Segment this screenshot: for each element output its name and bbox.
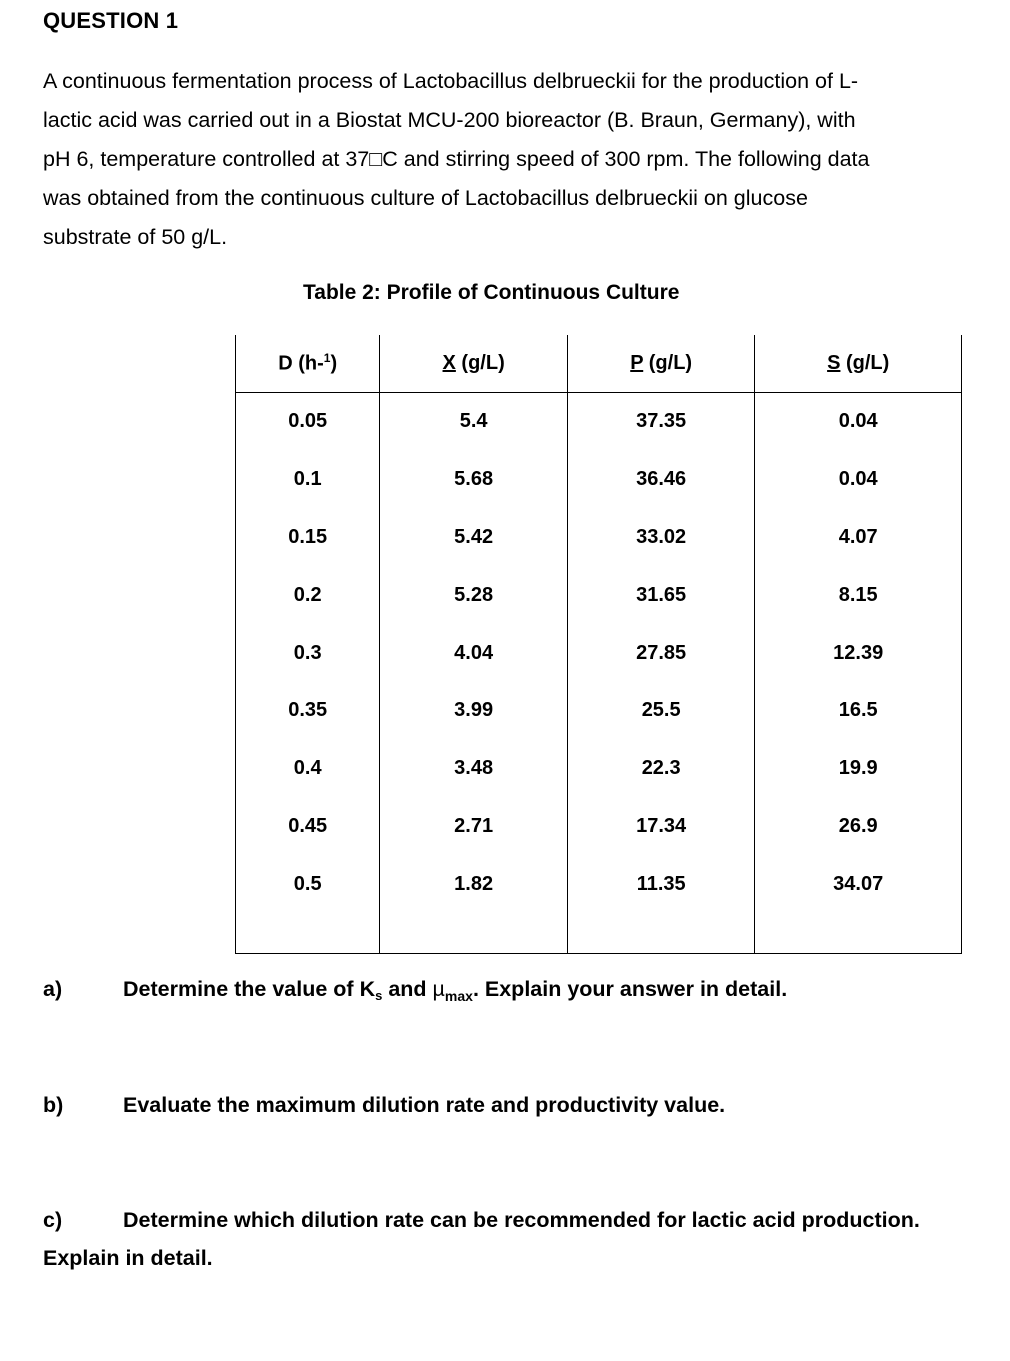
cell-dilution-rate: 0.45 xyxy=(236,798,380,856)
cell-dilution-rate: 0.35 xyxy=(236,682,380,740)
cell-substrate: 26.9 xyxy=(755,798,962,856)
intro-line: was obtained from the continuous culture of Lactobacillus delbrueckii on glucose xyxy=(43,186,808,210)
cell-product: 36.46 xyxy=(567,451,755,509)
table-row xyxy=(236,798,962,856)
question-c-text: Determine which dilution rate can be recommended for lactic acid production. xyxy=(123,1208,920,1232)
table-row xyxy=(236,393,962,451)
cell-biomass: 4.04 xyxy=(380,624,568,682)
cell-biomass: 2.71 xyxy=(380,798,568,856)
cell-biomass: 5.68 xyxy=(380,451,568,509)
question-a-label: a) xyxy=(43,977,63,1001)
cell-dilution-rate: 0.1 xyxy=(236,451,380,509)
question-b-text: Evaluate the maximum dilution rate and productivity value. xyxy=(123,1093,726,1117)
cell-product: 25.5 xyxy=(567,682,755,740)
question-c-label: c) xyxy=(43,1208,63,1232)
table-row xyxy=(236,451,962,509)
cell-product: 27.85 xyxy=(567,624,755,682)
cell-substrate: 34.07 xyxy=(755,855,962,954)
cell-dilution-rate: 0.5 xyxy=(236,855,380,954)
cell-biomass: 3.48 xyxy=(380,740,568,798)
question-b-label: b) xyxy=(43,1093,64,1117)
cell-substrate: 0.04 xyxy=(755,393,962,451)
cell-dilution-rate: 0.2 xyxy=(236,566,380,624)
cell-biomass: 3.99 xyxy=(380,682,568,740)
header-product: P (g/L) xyxy=(567,335,755,393)
cell-dilution-rate: 0.05 xyxy=(236,393,380,451)
cell-substrate: 0.04 xyxy=(755,451,962,509)
cell-product: 33.02 xyxy=(567,509,755,567)
cell-substrate: 19.9 xyxy=(755,740,962,798)
cell-dilution-rate: 0.4 xyxy=(236,740,380,798)
header-substrate: S (g/L) xyxy=(755,335,962,393)
table-caption: Table 2: Profile of Continuous Culture xyxy=(303,281,680,304)
table-row xyxy=(236,740,962,798)
table-row xyxy=(236,624,962,682)
cell-substrate: 12.39 xyxy=(755,624,962,682)
question-c-continuation: Explain in detail. xyxy=(43,1246,213,1270)
cell-product: 22.3 xyxy=(567,740,755,798)
cell-biomass: 5.42 xyxy=(380,509,568,567)
table-row xyxy=(236,566,962,624)
cell-biomass: 1.82 xyxy=(380,855,568,954)
culture-profile-table xyxy=(235,335,962,954)
cell-product: 37.35 xyxy=(567,393,755,451)
cell-product: 17.34 xyxy=(567,798,755,856)
cell-product: 31.65 xyxy=(567,566,755,624)
intro-paragraph xyxy=(43,62,978,257)
cell-biomass: 5.28 xyxy=(380,566,568,624)
intro-line: A continuous fermentation process of Lactobacillus delbrueckii for the production of L- xyxy=(43,69,859,93)
question-a-text: Determine the value of Ks and µ$_{max}$. Explain your answer in detail. xyxy=(123,977,788,1004)
intro-line: pH 6, temperature controlled at 37□C and stirring speed of 300 rpm. The following data xyxy=(43,147,870,171)
cell-substrate: 16.5 xyxy=(755,682,962,740)
cell-substrate: 4.07 xyxy=(755,509,962,567)
table-row xyxy=(236,682,962,740)
header-dilution-rate: D (h-$^1$) xyxy=(236,335,380,393)
table-row xyxy=(236,855,962,954)
intro-line: lactic acid was carried out in a Biostat MCU-200 bioreactor (B. Braun, Germany), with xyxy=(43,108,856,132)
cell-biomass: 5.4 xyxy=(380,393,568,451)
question-heading: QUESTION 1 xyxy=(43,8,179,33)
table-header-row xyxy=(236,335,962,393)
cell-dilution-rate: 0.15 xyxy=(236,509,380,567)
cell-substrate: 8.15 xyxy=(755,566,962,624)
cell-product: 11.35 xyxy=(567,855,755,954)
cell-dilution-rate: 0.3 xyxy=(236,624,380,682)
intro-line: substrate of 50 g/L. xyxy=(43,225,228,249)
header-biomass: X (g/L) xyxy=(380,335,568,393)
table-row xyxy=(236,509,962,567)
